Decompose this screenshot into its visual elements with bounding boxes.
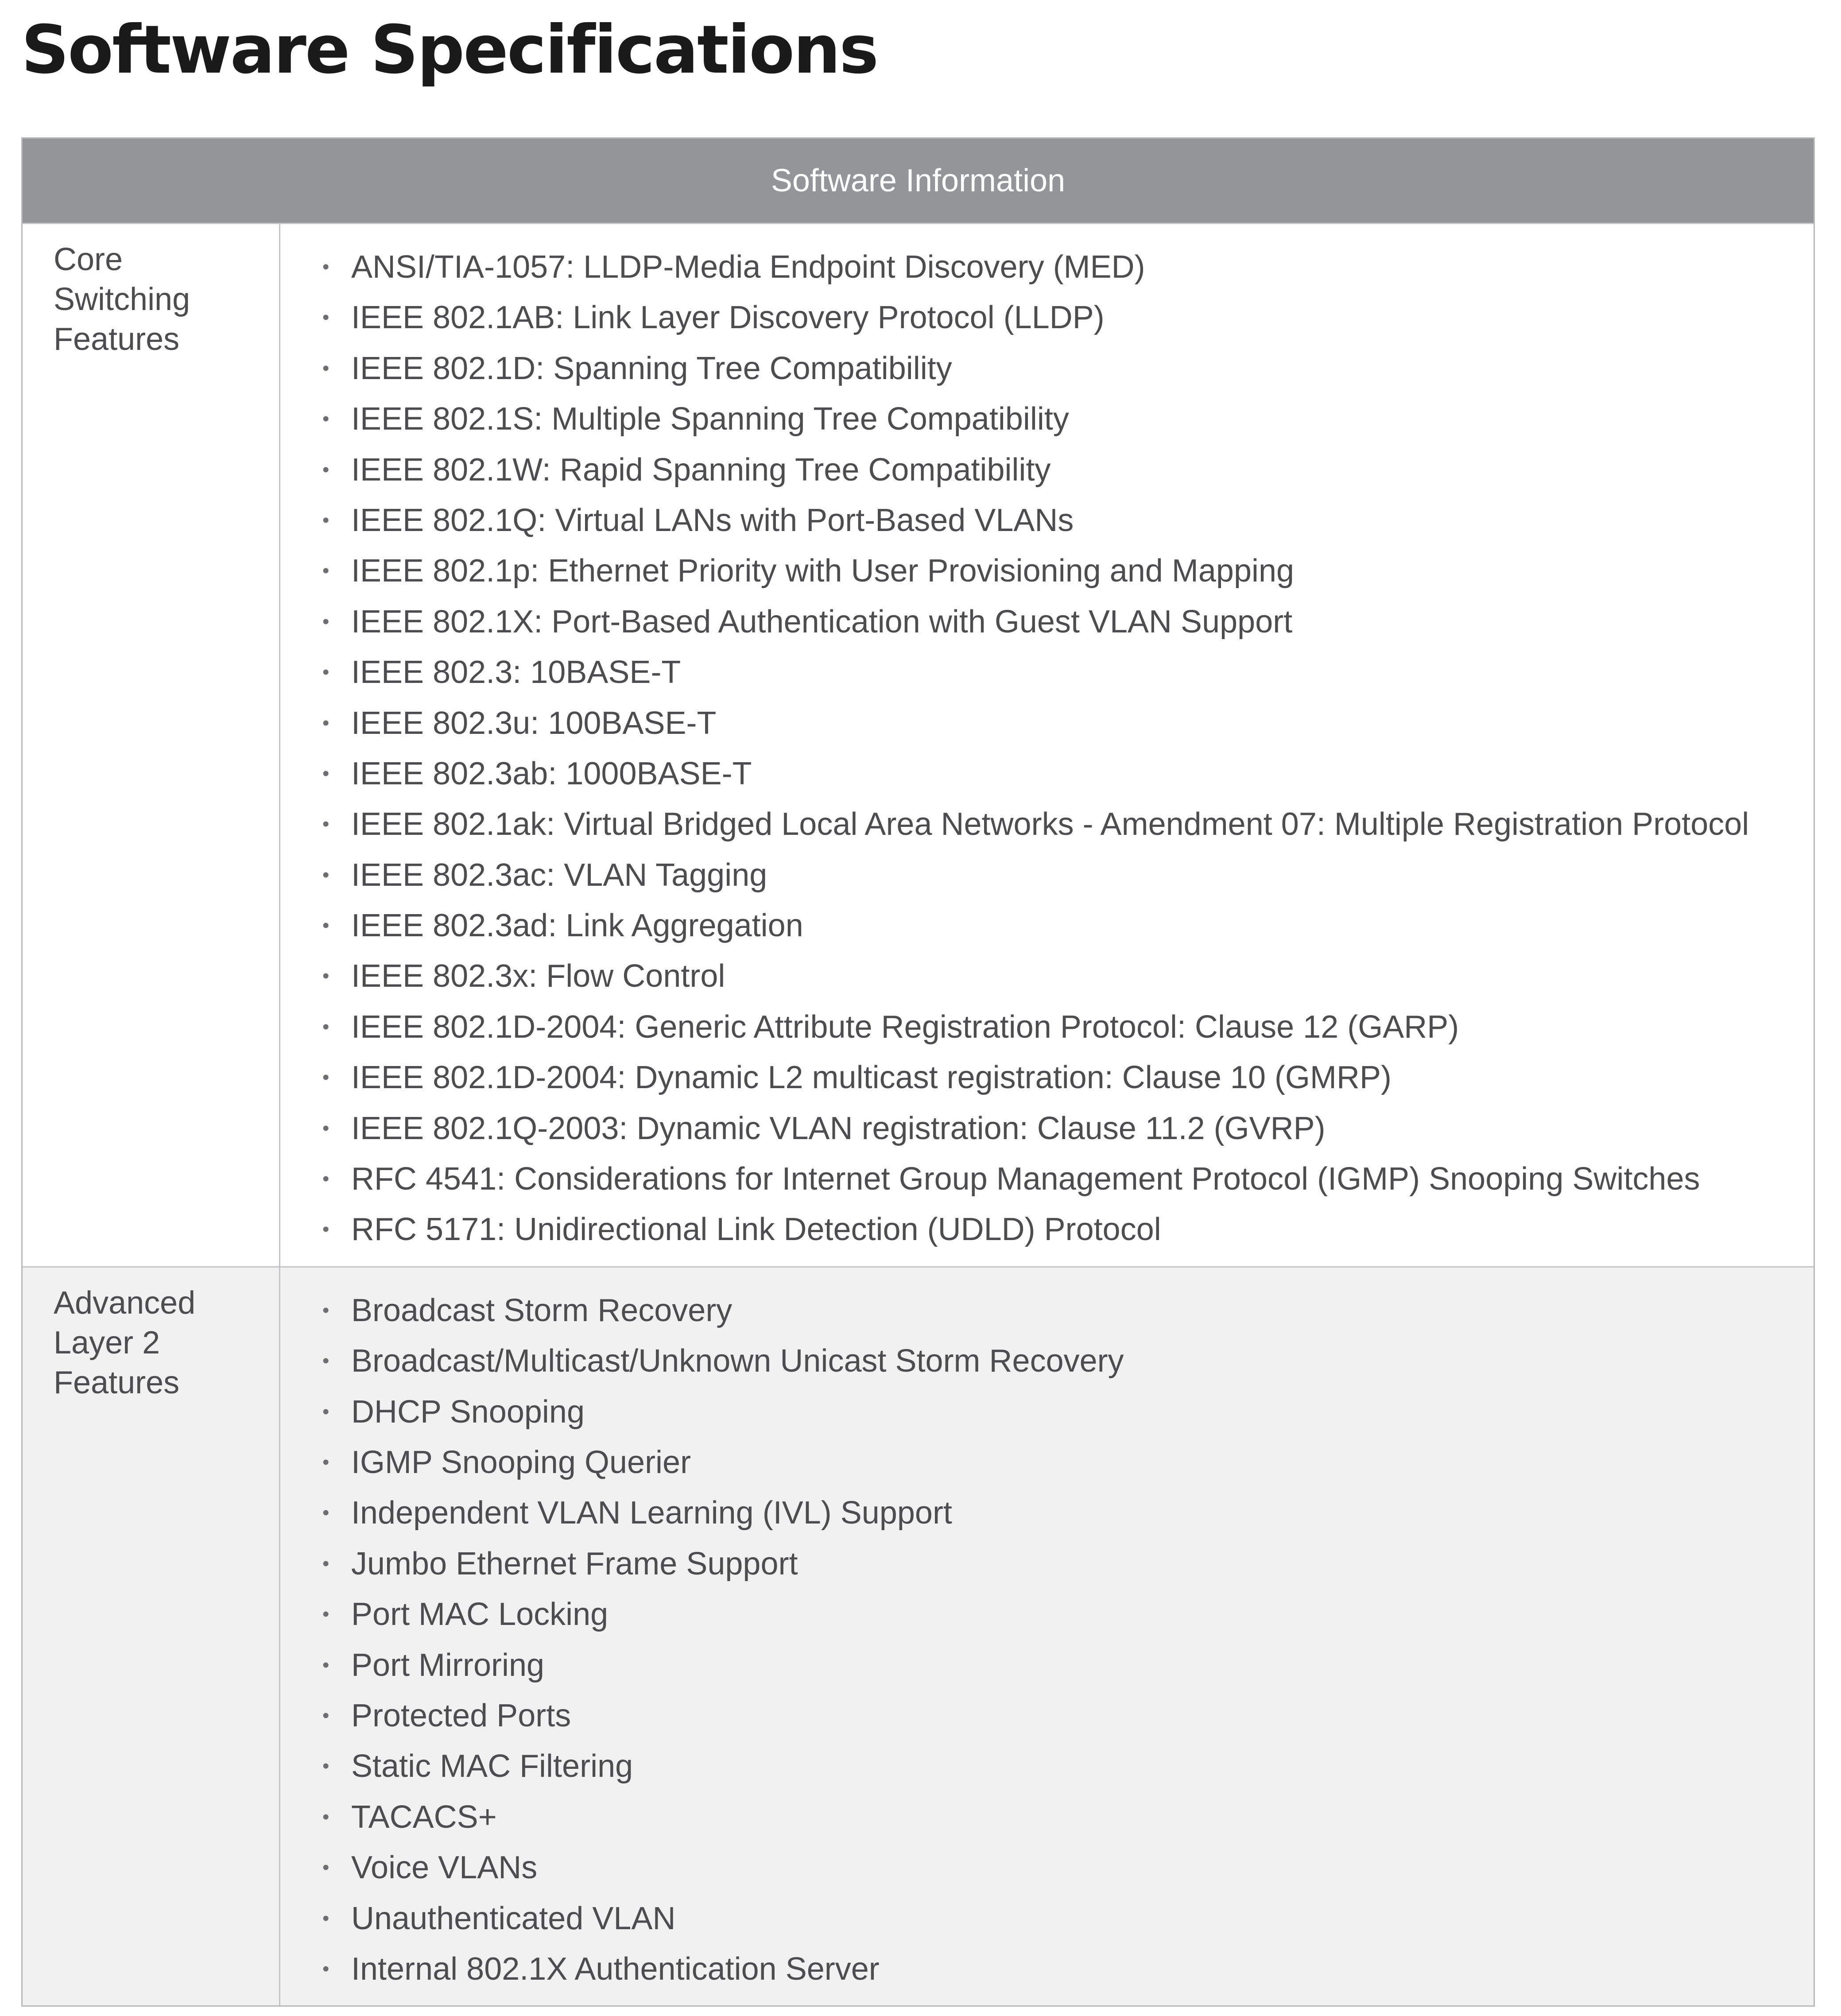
feature-item: • IEEE 802.1W: Rapid Spanning Tree Compatibility xyxy=(280,445,1814,495)
feature-list xyxy=(280,1285,1814,1994)
feature-item: • IEEE 802.1D-2004: Generic Attribute Registration Protocol: Clause 12 (GARP) xyxy=(280,1002,1814,1052)
section-body xyxy=(280,224,1814,1266)
page-title: Software Specifications xyxy=(21,12,878,89)
section-body xyxy=(280,1268,1814,2005)
feature-item: • DHCP Snooping xyxy=(280,1387,1814,1437)
feature-item: • IEEE 802.1Q: Virtual LANs with Port-Based VLANs xyxy=(280,495,1814,546)
feature-item: • TACACS+ xyxy=(280,1792,1814,1842)
feature-item: • IEEE 802.3ad: Link Aggregation xyxy=(280,900,1814,951)
section-label xyxy=(23,1268,280,2005)
feature-item: • IEEE 802.1AB: Link Layer Discovery Protocol (LLDP) xyxy=(280,292,1814,343)
feature-item: • IEEE 802.1S: Multiple Spanning Tree Compatibility xyxy=(280,394,1814,444)
feature-item: • IEEE 802.1Q-2003: Dynamic VLAN registration: Clause 11.2 (GVRP) xyxy=(280,1103,1814,1154)
section-label-line: Layer 2 xyxy=(54,1325,160,1361)
feature-item: • IGMP Snooping Querier xyxy=(280,1437,1814,1488)
feature-item: • Port Mirroring xyxy=(280,1640,1814,1690)
section-label-line: Advanced xyxy=(54,1285,196,1321)
feature-item: • RFC 5171: Unidirectional Link Detection (UDLD) Protocol xyxy=(280,1204,1814,1255)
feature-item: • IEEE 802.1D: Spanning Tree Compatibility xyxy=(280,343,1814,394)
feature-item: • Static MAC Filtering xyxy=(280,1741,1814,1791)
section-label-line: Features xyxy=(54,1365,180,1400)
section-label-line: Switching xyxy=(54,282,190,317)
feature-item: • Voice VLANs xyxy=(280,1842,1814,1893)
feature-item: • IEEE 802.1D-2004: Dynamic L2 multicast registration: Clause 10 (GMRP) xyxy=(280,1052,1814,1103)
feature-item: • IEEE 802.3x: Flow Control xyxy=(280,951,1814,1001)
feature-item: • IEEE 802.3: 10BASE-T xyxy=(280,647,1814,698)
feature-item: • IEEE 802.1ak: Virtual Bridged Local Area Networks - Amendment 07: Multiple Registration Protocol xyxy=(280,799,1814,849)
feature-item: • ANSI/TIA-1057: LLDP-Media Endpoint Discovery (MED) xyxy=(280,242,1814,292)
feature-item: • Broadcast/Multicast/Unknown Unicast Storm Recovery xyxy=(280,1336,1814,1386)
feature-item: • RFC 4541: Considerations for Internet Group Management Protocol (IGMP) Snooping Switches xyxy=(280,1154,1814,1204)
table-header: Software Information xyxy=(23,139,1814,223)
feature-item: • IEEE 802.3ab: 1000BASE-T xyxy=(280,748,1814,799)
feature-item: • Protected Ports xyxy=(280,1690,1814,1741)
feature-list xyxy=(280,242,1814,1255)
feature-item: • Broadcast Storm Recovery xyxy=(280,1285,1814,1336)
section-core-switching xyxy=(23,223,1814,1266)
feature-item: • Internal 802.1X Authentication Server xyxy=(280,1944,1814,1994)
feature-item: • Unauthenticated VLAN xyxy=(280,1893,1814,1944)
feature-item: • IEEE 802.3u: 100BASE-T xyxy=(280,698,1814,748)
feature-item: • IEEE 802.1X: Port-Based Authentication with Guest VLAN Support xyxy=(280,597,1814,647)
section-label-line: Core xyxy=(54,242,123,277)
feature-item: • Jumbo Ethernet Frame Support xyxy=(280,1539,1814,1589)
feature-item: • Independent VLAN Learning (IVL) Support xyxy=(280,1488,1814,1538)
feature-item: • Port MAC Locking xyxy=(280,1589,1814,1640)
section-label xyxy=(23,224,280,1266)
section-advanced-layer2 xyxy=(23,1266,1814,2005)
feature-item: • IEEE 802.1p: Ethernet Priority with User Provisioning and Mapping xyxy=(280,546,1814,596)
section-label-line: Features xyxy=(54,322,180,357)
feature-item: • IEEE 802.3ac: VLAN Tagging xyxy=(280,850,1814,900)
software-info-table xyxy=(21,137,1815,2007)
